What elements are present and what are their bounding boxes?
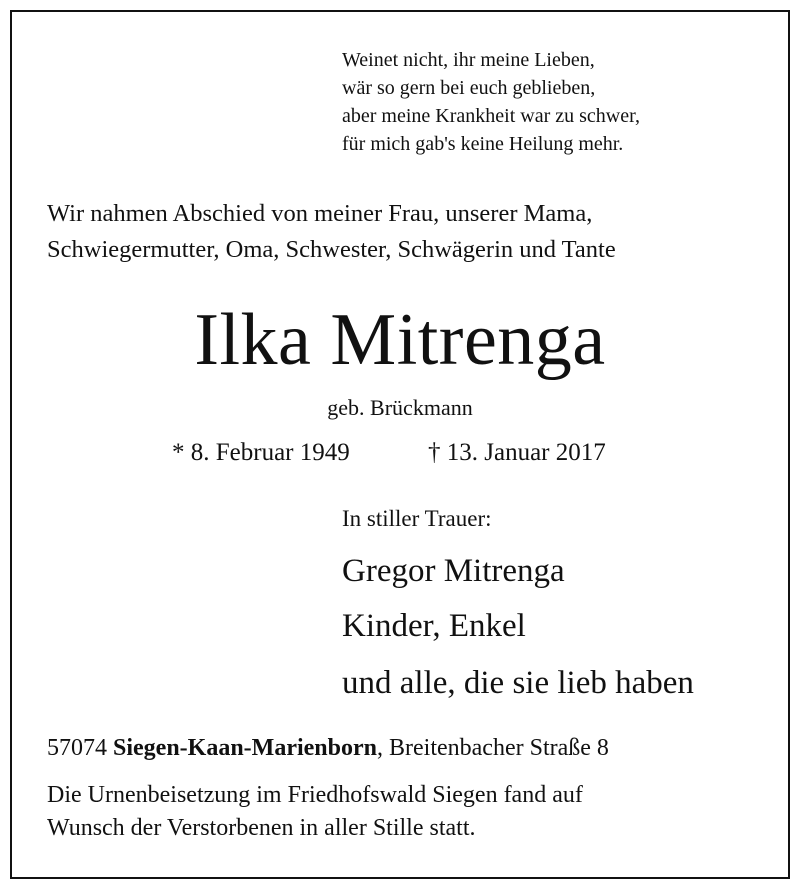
mourner-line: Kinder, Enkel xyxy=(342,608,526,644)
death-date: † 13. Januar 2017 xyxy=(428,439,606,466)
poem-line: aber meine Krankheit war zu schwer, xyxy=(342,105,640,127)
mourners-intro: In stiller Trauer: xyxy=(342,506,492,531)
address-street: , Breitenbacher Straße 8 xyxy=(377,735,609,761)
address xyxy=(47,731,609,765)
poem xyxy=(342,46,640,158)
burial-note xyxy=(47,779,583,845)
note-line: Wunsch der Verstorbenen in aller Stille statt. xyxy=(47,815,476,841)
birth-date: * 8. Februar 1949 xyxy=(172,439,350,466)
mourner-line: Gregor Mitrenga xyxy=(342,553,565,589)
poem-line: wär so gern bei euch geblieben, xyxy=(342,77,596,99)
address-city: Siegen-Kaan-Marienborn xyxy=(113,735,377,761)
intro-line: Wir nahmen Abschied von meiner Frau, unserer Mama, xyxy=(47,200,593,227)
poem-line: Weinet nicht, ihr meine Lieben, xyxy=(342,49,595,71)
poem-line: für mich gab's keine Heilung mehr. xyxy=(342,133,624,155)
intro-line: Schwiegermutter, Oma, Schwester, Schwägerin und Tante xyxy=(47,236,616,263)
mourner-line: und alle, die sie lieb haben xyxy=(342,665,694,701)
address-zip: 57074 xyxy=(47,735,107,761)
farewell-intro xyxy=(47,196,616,268)
maiden-name: geb. Brückmann xyxy=(327,395,473,420)
note-line: Die Urnenbeisetzung im Friedhofswald Siegen fand auf xyxy=(47,782,583,808)
deceased-name: Ilka Mitrenga xyxy=(194,299,606,381)
